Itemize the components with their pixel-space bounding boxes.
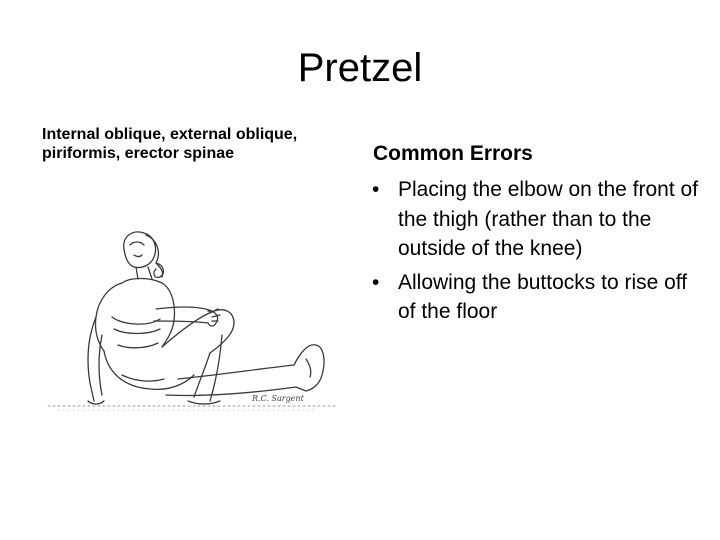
list-item — [372, 175, 702, 264]
common-errors-list — [372, 175, 702, 331]
muscles-targeted: Internal oblique, external oblique, piriformis, erector spinae — [42, 126, 298, 162]
error-text: Placing the elbow on the front of the thigh (rather than to the outside of the knee) — [398, 178, 699, 260]
pretzel-stretch-illustration — [38, 225, 344, 415]
list-item — [372, 268, 702, 327]
error-text: Allowing the buttocks to rise off of the floor — [398, 270, 688, 323]
bullet-icon: • — [372, 178, 380, 201]
slide-title: Pretzel — [297, 46, 423, 90]
artist-signature: R.C. Sargent — [252, 394, 304, 403]
bullet-icon: • — [372, 270, 380, 294]
common-errors-heading: Common Errors — [373, 142, 533, 165]
